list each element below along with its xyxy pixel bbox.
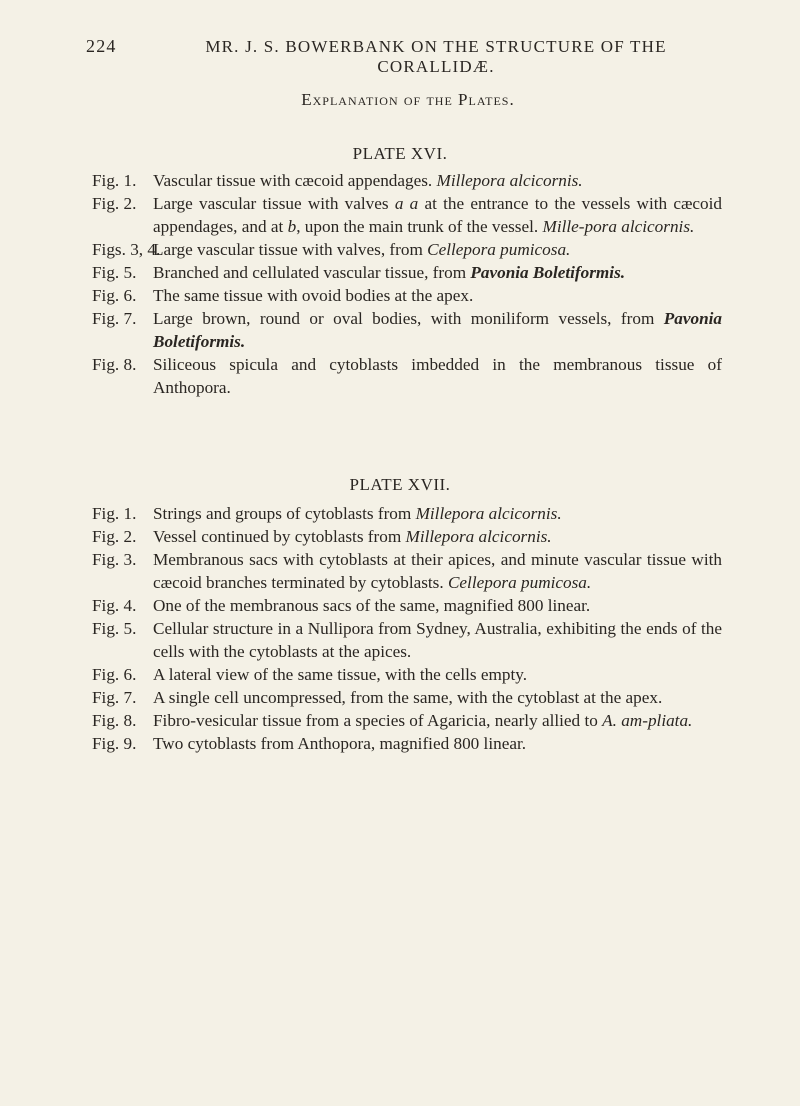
plate-xvi-entries — [92, 169, 722, 399]
figure-entry — [92, 663, 722, 686]
species-name: b — [287, 217, 297, 236]
figure-description — [153, 663, 722, 686]
figure-description — [153, 548, 722, 594]
figure-description — [153, 686, 722, 709]
figure-label: Fig. 4. — [92, 596, 137, 615]
figure-label: Figs. 3, 4. — [92, 240, 161, 259]
figure-description — [153, 594, 722, 617]
figure-label: Fig. 9. — [92, 734, 137, 753]
figure-label: Fig. 1. — [92, 504, 137, 523]
description-text: Siliceous spicula and cytoblasts imbedded in the membranous tissue of Anthopora. — [153, 355, 722, 397]
figure-entry — [92, 238, 722, 261]
figure-description — [153, 617, 722, 663]
figure-label: Fig. 7. — [92, 688, 137, 707]
explanation-title: Explanation of the Plates. — [301, 90, 515, 109]
figure-label: Fig. 5. — [92, 619, 137, 638]
figure-description — [153, 502, 722, 525]
figure-description — [153, 192, 722, 238]
figure-label: Fig. 3. — [92, 550, 137, 569]
species-name: a a — [394, 194, 419, 213]
figure-label: Fig. 6. — [92, 665, 137, 684]
figure-entry — [92, 686, 722, 709]
plate-xvi-heading: PLATE XVI. — [352, 144, 448, 163]
figure-description — [153, 238, 722, 261]
figure-entry — [92, 617, 722, 663]
figure-label: Fig. 5. — [92, 263, 137, 282]
species-name: Cellepora pumicosa. — [427, 240, 571, 259]
figure-label: Fig. 7. — [92, 309, 137, 328]
figure-description — [153, 353, 722, 399]
species-name: Mille-pora alcicornis. — [542, 217, 695, 236]
figure-entry — [92, 548, 722, 594]
figure-label: Fig. 2. — [92, 194, 137, 213]
description-text: The same tissue with ovoid bodies at the apex. — [153, 286, 474, 305]
figure-description — [153, 169, 722, 192]
figure-description — [153, 284, 722, 307]
species-name: Millepora alcicornis. — [415, 504, 562, 523]
plate-xvii-entries — [92, 502, 722, 755]
figure-entry — [92, 502, 722, 525]
species-name: Millepora alcicornis. — [436, 171, 583, 190]
figure-description — [153, 709, 722, 732]
page-number: 224 — [86, 36, 117, 56]
plate-xvii-heading: PLATE XVII. — [349, 475, 451, 494]
description-text: A single cell uncompressed, from the same, with the cytoblast at the apex. — [153, 688, 663, 707]
description-text: Strings and groups of cytoblasts from — [153, 504, 416, 523]
description-text: One of the membranous sacs of the same, magnified 800 linear. — [153, 596, 591, 615]
species-name: Pavonia Boletiformis. — [470, 263, 626, 282]
figure-entry — [92, 732, 722, 755]
species-name: Cellepora pumicosa. — [447, 573, 592, 592]
description-text: A lateral view of the same tissue, with the cells empty. — [153, 665, 528, 684]
description-text: Vascular tissue with cæcoid appendages. — [153, 171, 437, 190]
description-text: , upon the main trunk of the vessel. — [296, 217, 543, 236]
figure-description — [153, 732, 722, 755]
figure-description — [153, 261, 722, 284]
description-text: Cellular structure in a Nullipora from Sydney, Australia, exhibiting the ends of the cells with the cytoblasts at the apices. — [153, 619, 722, 661]
figure-entry — [92, 525, 722, 548]
figure-entry — [92, 261, 722, 284]
figure-entry — [92, 307, 722, 353]
figure-entry — [92, 594, 722, 617]
figure-entry — [92, 353, 722, 399]
figure-label: Fig. 1. — [92, 171, 137, 190]
figure-entry — [92, 192, 722, 238]
description-text: Fibro-vesicular tissue from a species of Agaricia, nearly allied to — [153, 711, 603, 730]
figure-label: Fig. 8. — [92, 355, 137, 374]
species-name: Pavonia Boletiformis. — [153, 309, 722, 351]
figure-entry — [92, 169, 722, 192]
species-name: A. am-pliata. — [602, 711, 693, 730]
figure-label: Fig. 2. — [92, 527, 137, 546]
description-text: Vessel continued by cytoblasts from — [153, 527, 406, 546]
figure-description — [153, 307, 722, 353]
description-text: Two cytoblasts from Anthopora, magnified 800 linear. — [153, 734, 527, 753]
figure-description — [153, 525, 722, 548]
description-text: Branched and cellulated vascular tissue, from — [153, 263, 471, 282]
figure-label: Fig. 6. — [92, 286, 137, 305]
figure-label: Fig. 8. — [92, 711, 137, 730]
description-text: Large brown, round or oval bodies, with moniliform vessels, from — [153, 309, 664, 328]
figure-entry — [92, 709, 722, 732]
figure-entry — [92, 284, 722, 307]
running-title: MR. J. S. BOWERBANK ON THE STRUCTURE OF THE CORALLIDÆ. — [205, 37, 667, 76]
species-name: Millepora alcicornis. — [405, 527, 552, 546]
description-text: at the entrance to the vessels with cæcoid appendages, and at — [153, 194, 723, 236]
description-text: Membranous sacs with cytoblasts at their apices, and minute vascular tissue with cæcoid branches terminated by cytoblasts. — [153, 550, 722, 592]
description-text: Large vascular tissue with valves — [153, 194, 395, 213]
running-header — [86, 36, 726, 77]
description-text: Large vascular tissue with valves, from — [153, 240, 428, 259]
